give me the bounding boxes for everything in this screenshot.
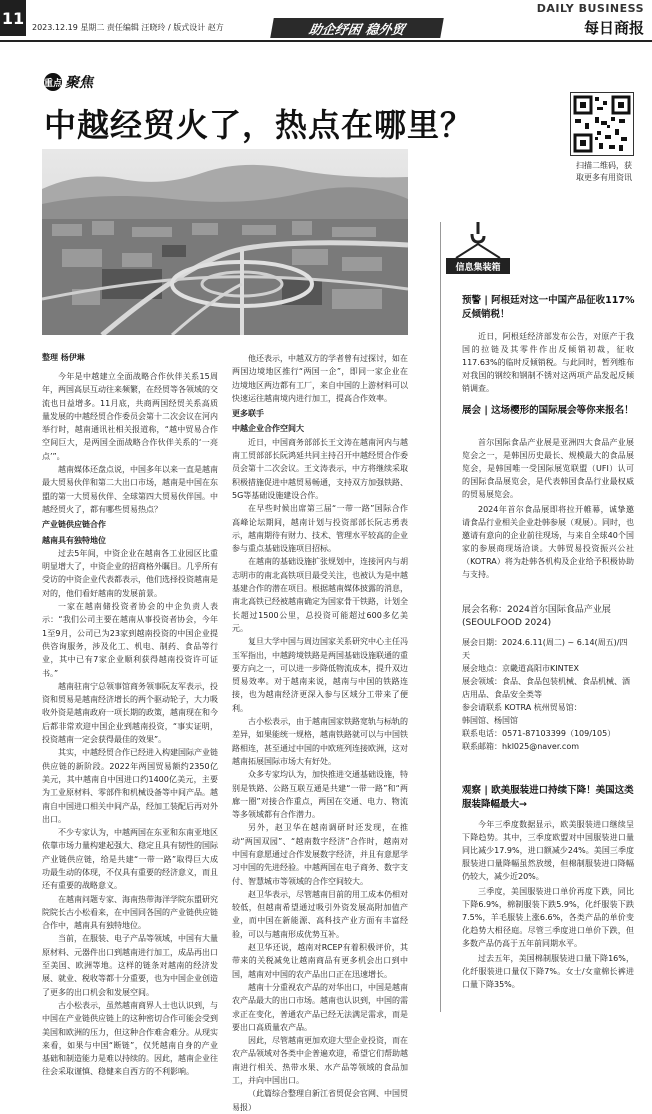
paper-name-en: DAILY BUSINESS	[536, 2, 644, 15]
expo-contact-names: 韩国馆、杨国馆	[462, 716, 518, 725]
article-subheading: 更多联手	[232, 409, 264, 419]
expo-contact: 参会请联系 KOTRA 杭州贸易馆：	[462, 703, 582, 712]
article-paragraph: 今年是中越建立全面战略合作伙伴关系15周年，两国高层互动往来频繁，在经贸等各领域的交流也日益增多。11月底，共商两国经贸关系高质量发展的中越经贸合作委员会第十二次会议在河内举行时，越南通讯社相关报道称，“越中贸易合作空间巨大，是两国全面战略合作伙伴关系的‘一亮点’”。	[42, 372, 218, 461]
section-tag-badge: 重点	[44, 73, 62, 91]
article-paragraph: （此篇综合整理自新江省贸促会官网、中国贸易报）	[232, 1089, 408, 1112]
article-paragraph: 过去5年间，中资企业在越南各工业园区比重明显增大了，中资企业的招商格外瞩目。几乎所有受访的中资企业代表都表示，他们选择投资越南是对的，他们看好越南的发展前景。	[42, 548, 218, 598]
article-paragraph: 复旦大学中国与周边国家关系研究中心主任冯玉军指出，中越跨境铁路是两国基础设施联通的重要方向之一，可以进一步降低物流成本，提升双边贸易效率。对于越南来说，越南与中国的铁路连接，也为越南经济更深入参与区域分工带来了便利。	[232, 637, 408, 713]
article-paragraph: 近日，中国商务部部长王文涛在越南河内与越南工贸部部长阮鸿延共同主持召开中越经贸合作委员会第十二次会议。王文涛表示，中方将继续采取积极措施促进中越贸易畅通，支持双方加强铁路、5G等基础设施建设合作。	[232, 437, 408, 500]
article-paragraph: 在越南的基础设施扩张规划中，连接河内与胡志明市的南北高铁项目最受关注，也被认为是中越基建合作的潜在项目。根据越南媒体披露的消息，南北高铁已经被越南确定为国家骨干铁路，计划全长超过1500公里，总投资可能超过600多亿美元。	[232, 557, 408, 633]
article-paragraph: 一家在越南储投资者协会的中企负责人表示：“我们公司主要在越南从事投资者协会，今年1至9月，公司已为23家到越南投资的中国企业提供咨询服务，涉及化工、机电、制药、食品等行业，其中已有7家企业顺利获得越南投资许可证书。”	[42, 602, 218, 678]
section-tag	[44, 72, 93, 92]
article-paragraph: 众多专家均认为，加快推进交通基础设施，特别是铁路、公路互联互通是共建“一带一路”和“两廊一圈”对接合作重点，两国在交通、电力、物流等多领域都有合作潜力。	[232, 770, 408, 820]
header-slogan: 助企纾困 稳外贸	[270, 18, 444, 38]
section-tag-text: 聚焦	[65, 75, 93, 91]
aerial-city-photo	[42, 149, 408, 335]
expo-venue: 展会地点：京畿道高阳市KINTEX	[462, 664, 580, 673]
item-headline-text-1: 阿根廷对这一中国产品征收117%反倾销税！	[462, 295, 635, 320]
item-headline-text-3: 欧美服装进口持续下降！美国这类服装降幅最大→	[462, 785, 634, 810]
item-body-1	[462, 330, 634, 397]
item-headline-3: 观察 | 欧美服装进口持续下降！美国这类服装降幅最大→	[462, 785, 634, 810]
item-headline-2: 展会 | 这场樱形的国际展会等你来报名！	[462, 405, 634, 416]
article-paragraph: 古小松表示，由于越南国家铁路宽轨与标轨的差异，如果能统一规格，越南铁路就可以与中国铁路相连，甚至通过中国的中欧班列连接欧洲，这对越南拓展国际市场大有好处。	[232, 717, 408, 766]
qr-caption: 扫描二维码，获取更多有用资讯	[576, 161, 632, 182]
expo-fields: 展会领域：食品、食品包装机械、食品机械、酒店用品、食品安全类等	[462, 677, 630, 699]
item-tag-1: 预警	[462, 295, 482, 306]
info-container-label: 信息集装箱	[446, 258, 510, 274]
item-1-paragraph: 近日，阿根廷经济部发布公告，对原产于我国的拉链及其零件作出反倾销初裁，征收117.63%的临时反倾销税。与此同时，暂列维布对我国的钢绞和钢制不锈对这两项产品发起反倾销调查。	[462, 332, 634, 393]
article-paragraph: 越南驻南宁总领事馆商务领事阮友军表示，投资和贸易是越南经济增长的两个驱动轮子，大力吸收外资是越南政府一项长期的政策，越南现在和今后都非常欢迎中国企业到越南投资，“事实证明，投资越南一定会获得最佳的效果”。	[42, 681, 218, 745]
article-paragraph: 越南十分重视农产品的对华出口，中国是越南农产品最大的出口市场。越南也认识到，中国的需求正在变化，普通农产品已经无法满足需求，而是要出口高质量农产品。	[232, 982, 408, 1032]
article-paragraph: 越南媒体还盘点说，中国多年以来一直是越南最大贸易伙伴和第二大出口市场，越南是中国在东盟的第一大贸易伙伴、全球第四大贸易伙伴国。中越经贸火了，都有哪些贸易热点？	[42, 465, 218, 514]
article-paragraph: 另外，赵卫华在越南调研时还发现，在推动“两国双园”、“越南数字经济”合作时，越南对中国有意愿通过合作发展数字经济，并且有意愿学习中国的先进经验。中越两国在电子商务、数字支付、智慧城市等领域的合作空间较大。	[232, 823, 408, 886]
expo-email: 联系邮箱：hkl025@naver.com	[462, 742, 580, 751]
article-paragraph: 他还表示，中越双方的学者曾有过探讨，如在两国边境地区推行“两国一企”，即同一家企业在边境地区两边都有工厂，来自中国的上游材料可以快速运往越南境内进行加工，提高合作效率。	[232, 354, 408, 403]
article-paragraph: 赵卫华表示，尽管越南目前的用工成本仍相对较低，但越南希望通过吸引外资发展高附加值产业，而中国在新能源、高科技产业方面有丰富经验，可以与越南形成优势互补。	[232, 889, 408, 939]
item-2-paragraph: 首尔国际食品产业展是亚洲四大食品产业展览会之一，是韩国历史最长、规模最大的食品展览会，是韩国唯一受国际展览联盟（UFI）认可的国际食品展览会，是代表韩国食品行业最权威的贸易展览会。	[462, 438, 634, 499]
article-subheading: 产业链供应链合作	[42, 520, 106, 530]
item-body-3	[462, 818, 634, 993]
article-paragraph: 不少专家认为，中越两国在东亚和东南亚地区依靠市场力量构建起强大、稳定且具有韧性的国际产业链供应链，给是共建“一带一路”取得巨大成功最生动的体现，不仅具有重要的经济意义，而且还有重要的战略意义。	[42, 828, 218, 891]
expo-name-en: (SEOULFOOD 2024)	[462, 618, 552, 628]
article-paragraph: 在越南问题专家、海南热带海洋学院东盟研究院院长古小松看来，在中国同各国的产业链供应链合作中，越南具有独特地位。	[42, 894, 218, 931]
paper-name-cn: 每日商报	[583, 19, 644, 37]
expo-phone: 联系电话：0571-87103399（109/105）	[462, 729, 616, 738]
headline: 中越经贸火了，热点在哪里？	[44, 106, 474, 144]
article-column-1	[42, 370, 218, 1079]
item-tag-3: 观察	[462, 785, 482, 796]
qr-code-icon[interactable]	[570, 92, 634, 156]
byline: 整理 杨伊琳	[42, 353, 85, 362]
page-number: 11	[0, 0, 26, 36]
article-paragraph: 赵卫华还说，越南对RCEP有着积极评价，其带来的关税减免让越南商品有更多机会出口到中国，越南对中国的农产品出口正在迅速增长。	[232, 943, 408, 979]
expo-date: 展会日期：2024.6.11(周二) ~ 6.14(周五)/四天	[462, 638, 628, 660]
article-paragraph: 当前，在服装、电子产品等领域，中国有大量原材料、元器件出口到越南进行加工，成品再出口至美国、欧洲等地。这样的链条对越南的经济发展、就业、税收等都十分重要，也为中国企业创造了更多的出口机会和发展空间。	[42, 934, 218, 997]
item-3-paragraph: 三季度，美国服装进口单价再度下跌，同比下降6.9%，棉制服装下跌5.9%，化纤服装下跌7.5%，羊毛服装上涨6.6%，各类产品的单价变化趋势大相径庭。尽管三季度进口单价下跌，但多数产品仍高于五年前同期水平。	[462, 887, 634, 948]
article-paragraph: 在早些时候出席第三届“一带一路”国际合作高峰论坛期间，越南计划与投资部部长阮志勇表示，越南期待有财力、技术、管理水平较高的企业参与重点基础设施项目招标。	[232, 504, 408, 554]
expo-name: 展会名称：2024首尔国际食品产业展	[462, 605, 611, 615]
header-divider	[0, 40, 652, 42]
expo-details	[462, 604, 634, 753]
article-paragraph: 古小松表示，虽然越南商界人士也认识到，与中国在产业链供应链上的这种密切合作可能会受到美国和欧洲的压力，但这种合作难舍难分。从现实来看，如果与中国“断链”，仅凭越南自身的产业基础和制造能力是难以持续的。因此，越南企业往往会采取谨慎、稳健来自西方的不利影响。	[42, 1000, 218, 1077]
article-paragraph: 因此，尽管越南更加欢迎大型企业投资，而在农产品领域对各类中企普遍欢迎，希望它们帮助越南进行相关、热带水果、水产品等领域的食品加工，并向中国出口。	[232, 1036, 408, 1086]
item-body-2	[462, 436, 634, 583]
item-3-paragraph: 今年三季度数据显示，欧美服装进口继续呈下降趋势。其中，三季度欧盟对中国服装进口量同比减少17.9%，进口额减少24%。美国三季度服装进口量降幅虽然放缓，但棉制服装进口降幅仍较大，减少近20%。	[462, 820, 634, 881]
column-divider	[440, 222, 441, 1012]
issue-info: 2023.12.19 星期二 责任编辑 汪晓玲 / 版式设计 赵方	[32, 23, 224, 32]
article-subheading: 越南具有独特地位	[42, 535, 106, 545]
item-2-paragraph: 2024年首尔食品展即将拉开帷幕，诚挚邀请食品行业相关企业赴韩参展（观展）。同时，也邀请有意向的企业前往现场，与来自全球40个国家的参展商现场洽谈。大韩贸易投资振兴公社（KOTRA）将为赴韩各机构及企业给予积极协助与支持。	[462, 505, 634, 579]
article-paragraph: 其实，中越经贸合作已经进入构建国际产业链供应链的新阶段。2022年两国贸易额约2350亿美元，其中越南自中国进口约1400亿美元，主要为工业原材料、零部件和机械设备等中间产品。越南自中国进口相关中间产品，经加工装配后再对外出口。	[42, 748, 218, 824]
item-tag-2: 展会	[462, 405, 482, 416]
article-subheading: 中越企业合作空间大	[232, 424, 304, 434]
article-column-2	[232, 352, 408, 1114]
item-headline-text-2: 这场樱形的国际展会等你来报名！	[491, 405, 634, 416]
item-headline-1: 预警 | 阿根廷对这一中国产品征收117%反倾销税！	[462, 295, 635, 320]
item-3-paragraph: 过去五年，美国棉制服装进口量下降16%，化纤服装进口量仅下降7%。女士/女童棉长裤进口量下降35%。	[462, 954, 634, 989]
